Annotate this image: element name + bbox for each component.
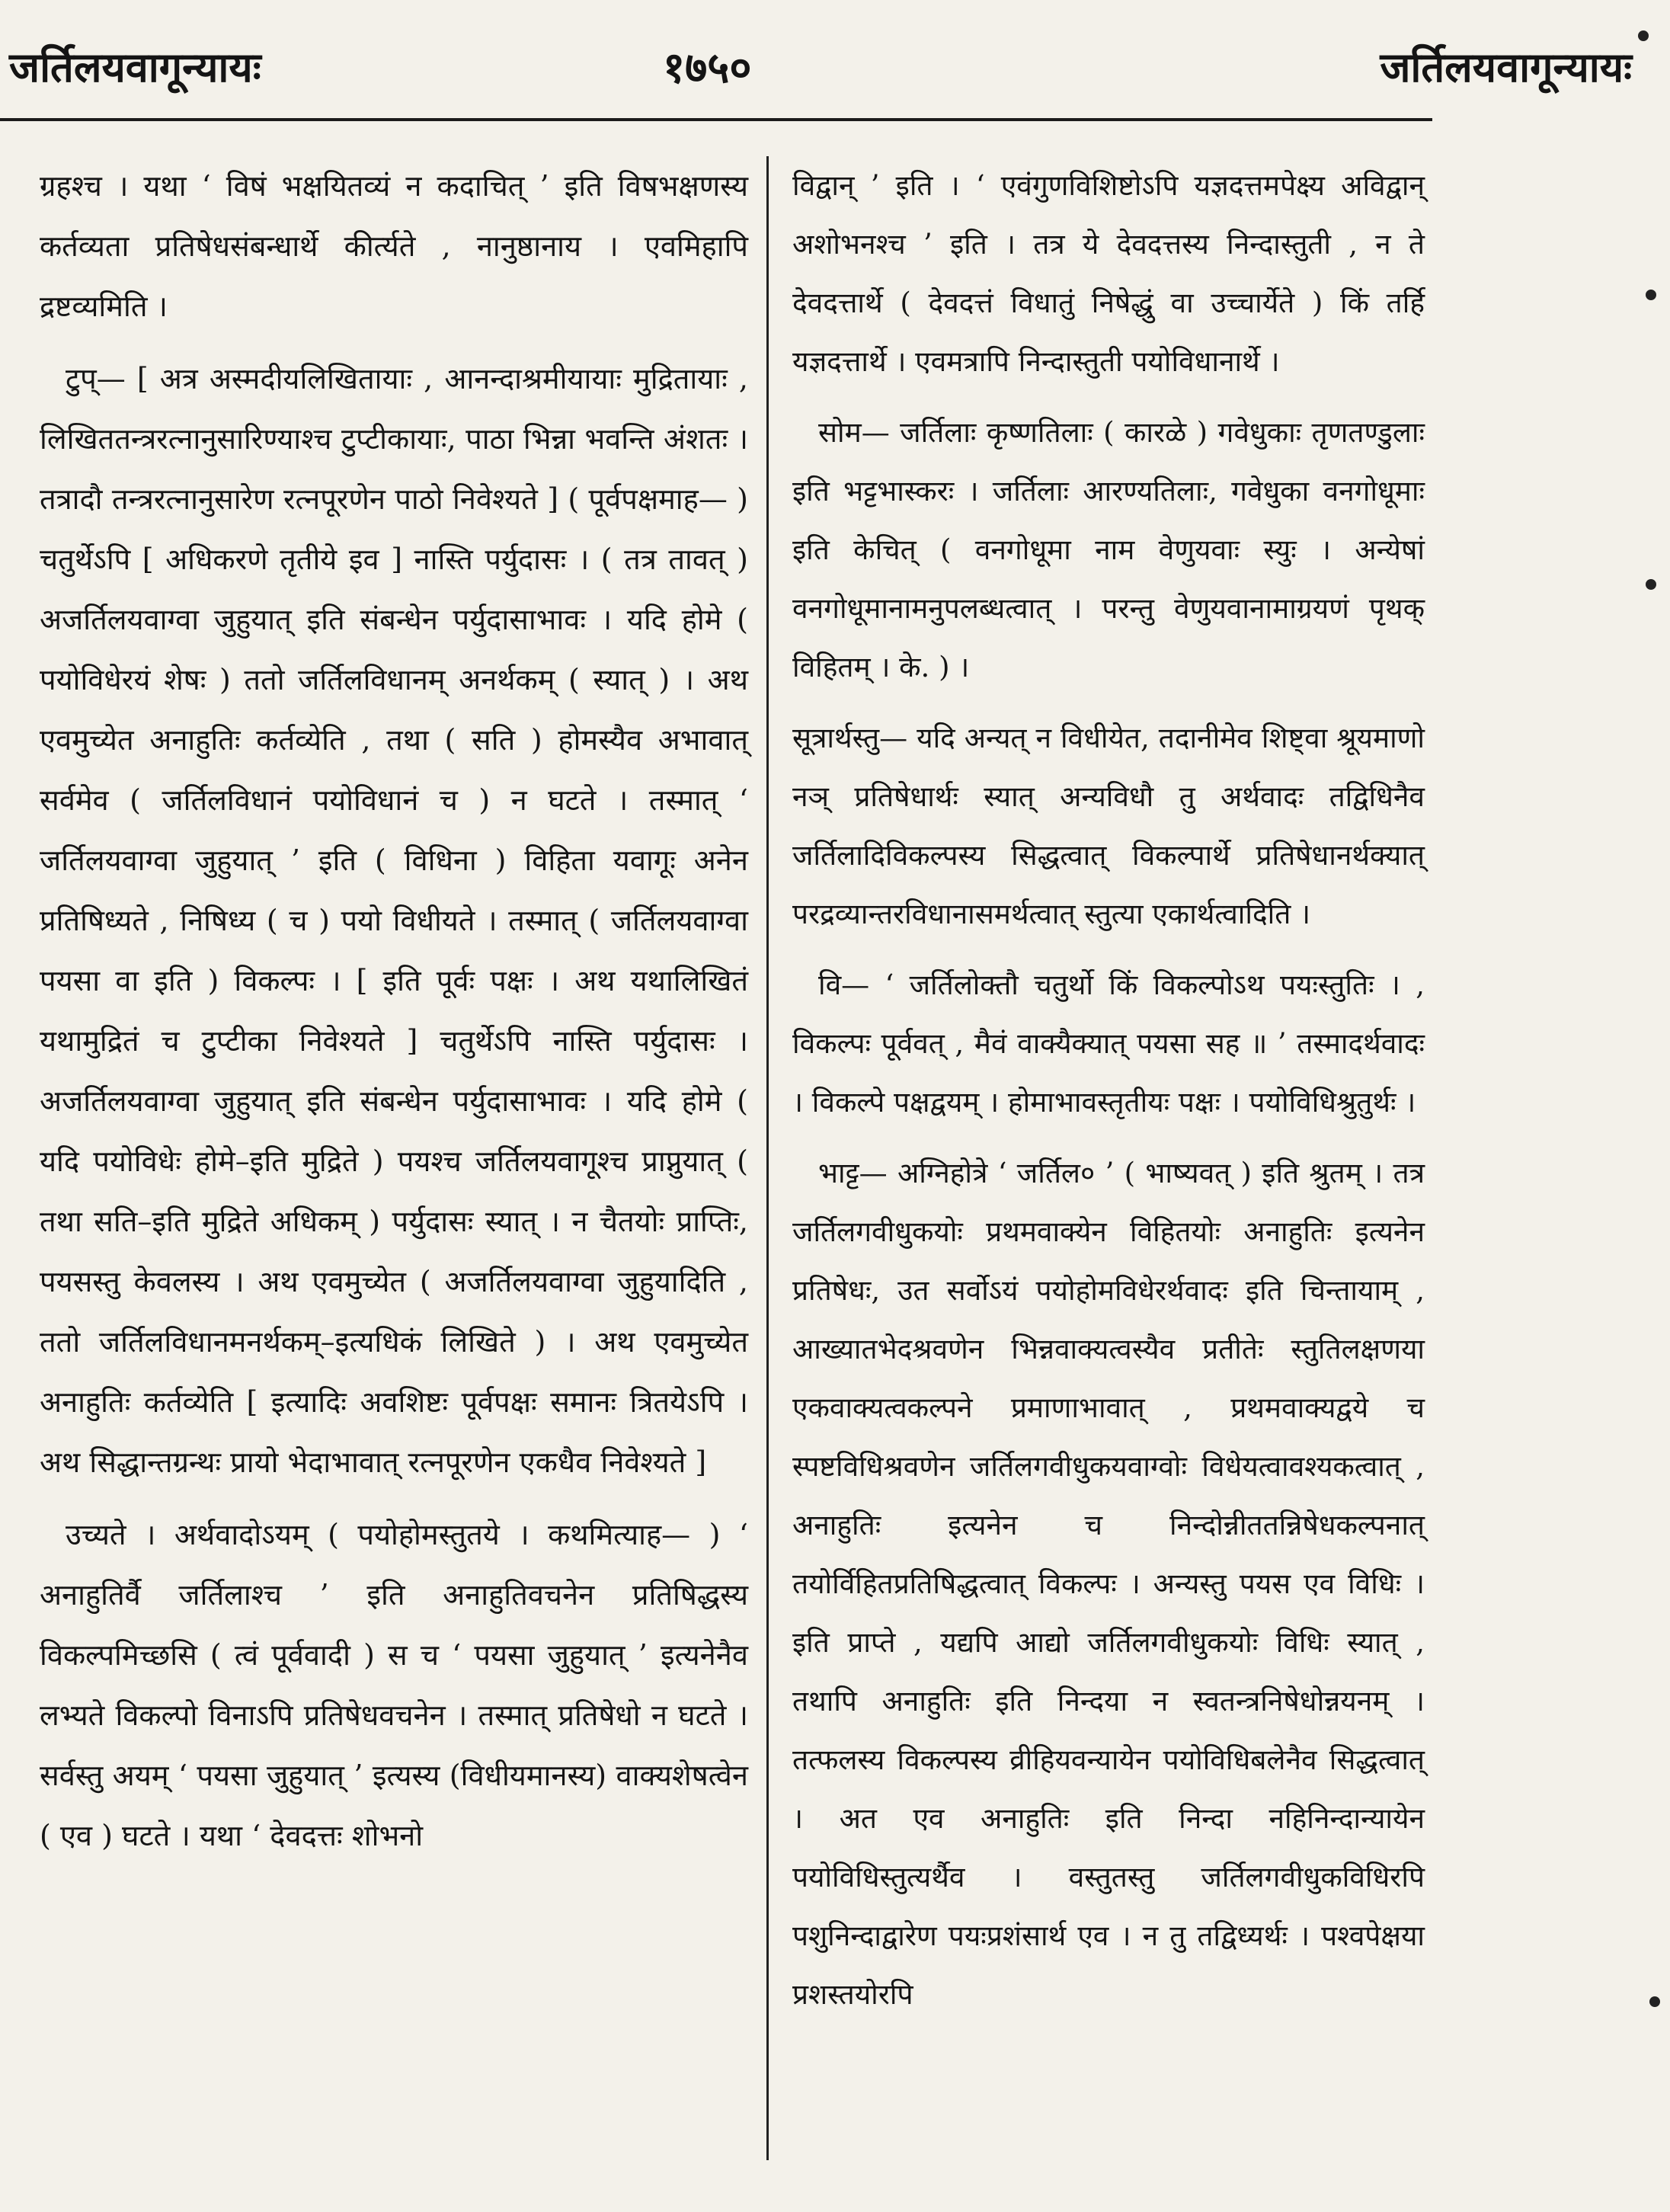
running-head-right: जर्तिलयवागून्यायः	[1380, 43, 1632, 91]
scan-speck	[1646, 579, 1656, 590]
right-paragraph-1: विद्वान् ’ इति । ‘ एवंगुणविशिष्टोऽपि यज्ञदत्तमपेक्ष्य अविद्वान् अशोभनश्च ’ इति । तत्र ये देवदत्तस्य निन्दास्तुती , न ते देवदत्तार्थे ( देवदत्तं विधातुं निषेद्धुं वा उच्चार्येते ) किं तर्हि यज्ञदत्तार्थे । एवमत्रापि निन्दास्तुती पयोविधानार्थे ।	[792, 169, 1425, 378]
running-head-left: जर्तिलयवागून्यायः	[9, 43, 261, 91]
right-paragraph-5: भाट्ट— अग्निहोत्रे ‘ जर्तिल० ’ ( भाष्यवत् ) इति श्रुतम् । तत्र जर्तिलगवीधुकयोः प्रथमवाक्येन विहितयोः अनाहुतिः इत्यनेन प्रतिषेधः, उत सर्वोऽयं पयोहोमविधेरर्थवादः इति चिन्तायाम् , आख्यातभेदश्रवणेन भिन्नवाक्यत्वस्यैव प्रतीतेः स्तुतिलक्षणया एकवाक्यत्वकल्पने प्रमाणाभावात् , प्रथमवाक्यद्वये च स्पष्टविधिश्रवणेन जर्तिलगवीधुकयवाग्वोः विधेयत्वावश्यकत्वात् , अनाहुतिः इत्यनेन च निन्दोन्नीततन्निषेधकल्पनात् तयोर्विहितप्रतिषिद्धत्वात् विकल्पः । अन्यस्तु पयस एव विधिः । इति प्राप्ते , यद्यपि आद्यो जर्तिलगवीधुकयोः विधिः स्यात् , तथापि अनाहुतिः इति निन्दया न स्वतन्त्रनिषेधोन्नयनम् । तत्फलस्य विकल्पस्य व्रीहियवन्यायेन पयोविधिबलेनैव सिद्धत्वात् । अत एव अनाहुतिः इति निन्दा नहिनिन्दान्यायेन पयोविधिस्तुत्यर्थैव । वस्तुतस्तु जर्तिलगवीधुकविधिरपि पशुनिन्दाद्वारेण पयःप्रशंसार्थ एव । न तु तद्विध्यर्थः । पश्वपेक्षया प्रशस्तयोरपि	[792, 1157, 1425, 2011]
right-paragraph-4: वि— ‘ जर्तिलोक्तौ चतुर्थो किं विकल्पोऽथ पयःस्तुतिः । , विकल्पः पूर्ववत् , मैवं वाक्यैक्यात् पयसा सह ॥ ’ तस्मादर्थवादः । विकल्पे पक्षद्वयम् । होमाभावस्तृतीयः पक्षः । पयोविधिश्रुतुर्थः ।	[792, 968, 1425, 1119]
right-paragraph-3: सूत्रार्थस्तु— यदि अन्यत् न विधीयेत, तदानीमेव शिष्ट्वा श्रूयमाणो नञ् प्रतिषेधार्थः स्यात् अन्यविधौ तु अर्थवादः तद्विधिनैव जर्तिलादिविकल्पस्य सिद्धत्वात् विकल्पार्थे प्रतिषेधानर्थक्यात् परद्रव्यान्तरविधानासमर्थत्वात् स्तुत्या एकार्थत्वादिति ।	[792, 722, 1425, 930]
column-divider	[766, 156, 769, 2160]
right-paragraph-2: सोम— जर्तिलाः कृष्णतिलाः ( कारळे ) गवेधुकाः तृणतण्डुलाः इति भट्टभास्करः । जर्तिलाः आरण्यतिलाः, गवेधुका वनगोधूमाः इति केचित् ( वनगोधूमा नाम वेणुयवाः स्युः । अन्येषां वनगोधूमानामनुपलब्धत्वात् । परन्तु वेणुयवानामाग्रयणं पृथक् विहितम् । के. ) ।	[792, 416, 1425, 683]
right-column	[792, 156, 1425, 2036]
left-paragraph-2: टुप्— [ अत्र अस्मदीयलिखितायाः , आनन्दाश्रमीयायाः मुद्रितायाः , लिखिततन्त्ररत्नानुसारिण्याश्च टुप्टीकायाः, पाठा भिन्ना भवन्ति अंशतः । तत्रादौ तन्त्ररत्नानुसारेण रत्नपूरणेन पाठो निवेश्यते ] ( पूर्वपक्षमाह— ) चतुर्थेऽपि [ अधिकरणे तृतीये इव ] नास्ति पर्युदासः । ( तत्र तावत् ) अजर्तिलयवाग्वा जुहुयात् इति संबन्धेन पर्युदासाभावः । यदि होमे ( पयोविधेरयं शेषः ) ततो जर्तिलविधानम् अनर्थकम् ( स्यात् ) । अथ एवमुच्येत अनाहुतिः कर्तव्येति , तथा ( सति ) होमस्यैव अभावात् सर्वमेव ( जर्तिलविधानं पयोविधानं च ) न घटते । तस्मात् ‘ जर्तिलयवाग्वा जुहुयात् ’ इति ( विधिना ) विहिता यवागूः अनेन प्रतिषिध्यते , निषिध्य ( च ) पयो विधीयते । तस्मात् ( जर्तिलयवाग्वा पयसा वा इति ) विकल्पः । [ इति पूर्वः पक्षः । अथ यथालिखितं यथामुद्रितं च टुप्टीका निवेश्यते ] चतुर्थेऽपि नास्ति पर्युदासः । अजर्तिलयवाग्वा जुहुयात् इति संबन्धेन पर्युदासाभावः । यदि होमे ( यदि पयोविधेः होमे–इति मुद्रिते ) पयश्च जर्तिलयवागूश्च प्राप्नुयात् ( तथा सति–इति मुद्रिते अधिकम् ) पर्युदासः स्यात् । न चैतयोः प्राप्तिः, पयसस्तु केवलस्य । अथ एवमुच्येत ( अजर्तिलयवाग्वा जुहुयादिति , ततो जर्तिलविधानमनर्थकम्–इत्यधिकं लिखिते ) । अथ एवमुच्येत अनाहुतिः कर्तव्येति [ इत्यादिः अवशिष्टः पूर्वपक्षः समानः त्रितयेऽपि । अथ सिद्धान्तग्रन्थः प्रायो भेदाभावात् रत्नपूरणेन एकधैव निवेश्यते ]	[40, 362, 748, 1479]
left-column	[40, 156, 748, 1878]
left-paragraph-3: उच्यते । अर्थवादोऽयम् ( पयोहोमस्तुतये । कथमित्याह— ) ‘ अनाहुतिर्वै जर्तिलाश्च ’ इति अनाहुतिवचनेन प्रतिषिद्धस्य विकल्पमिच्छसि ( त्वं पूर्ववादी ) स च ‘ पयसा जुहुयात् ’ इत्यनेनैव लभ्यते विकल्पो विनाऽपि प्रतिषेधवचनेन । तस्मात् प्रतिषेधो न घटते । सर्वस्तु अयम् ‘ पयसा जुहुयात् ’ इत्यस्य (विधीयमानस्य) वाक्यशेषत्वेन ( एव ) घटते । यथा ‘ देवदत्तः शोभनो	[40, 1518, 748, 1852]
header-rule	[0, 118, 1432, 121]
scan-speck	[1646, 290, 1656, 300]
page-number: १७५०	[663, 43, 752, 93]
left-paragraph-1: ग्रहश्च । यथा ‘ विषं भक्षयितव्यं न कदाचित् ’ इति विषभक्षणस्य कर्तव्यता प्रतिषेधसंबन्धार्थे कीर्त्यते , नानुष्ठानाय । एवमिहापि द्रष्टव्यमिति ।	[40, 169, 748, 323]
scan-speck	[1638, 30, 1649, 41]
scan-speck	[1649, 1996, 1660, 2007]
